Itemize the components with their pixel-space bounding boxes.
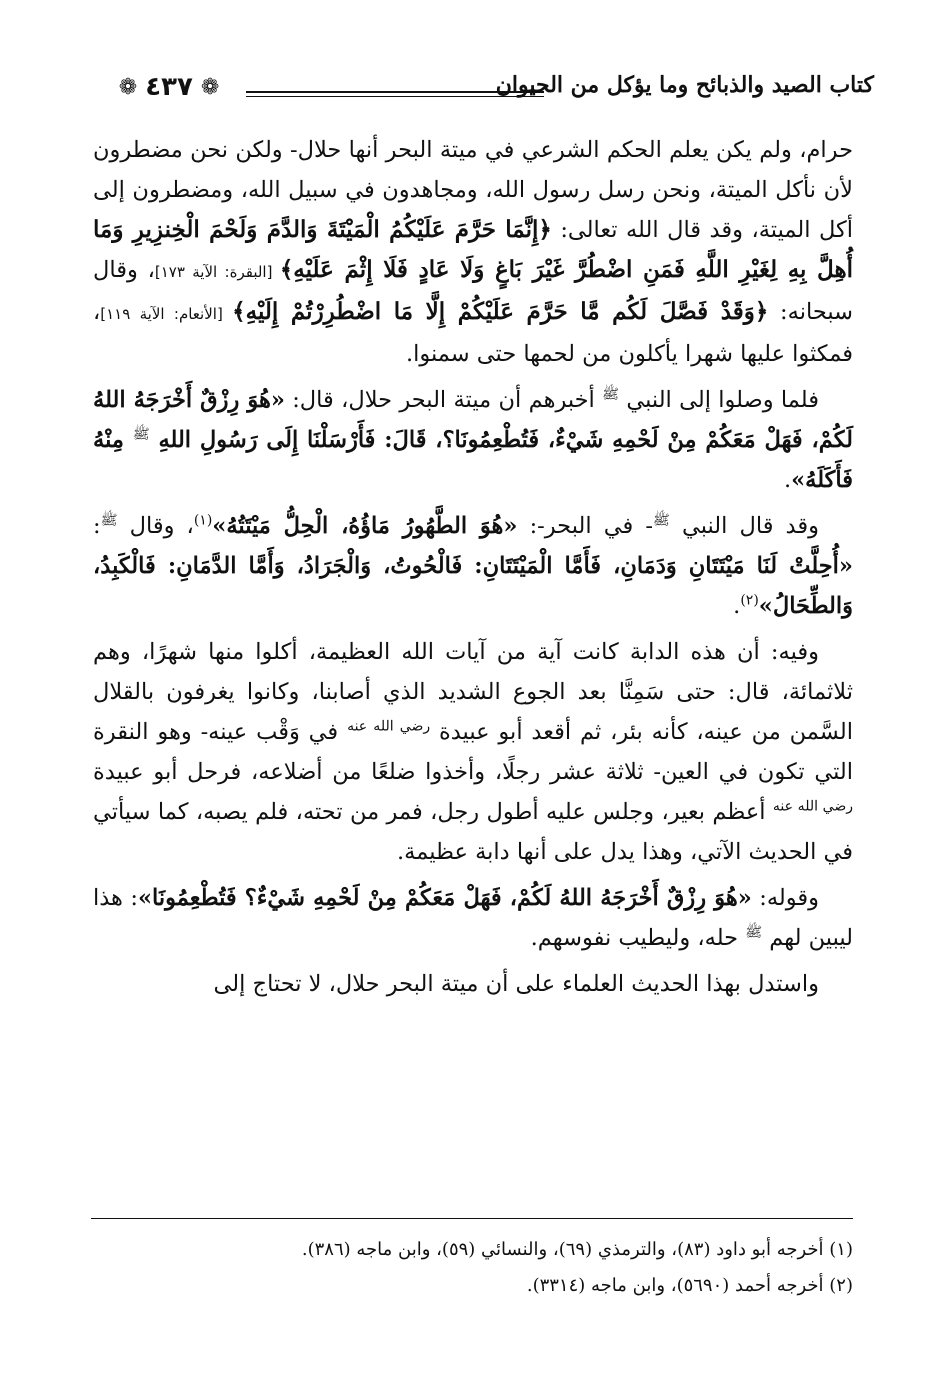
page-number: ٤٣٧ bbox=[145, 72, 193, 102]
text: . bbox=[733, 593, 741, 619]
text: وفيه: أن هذه الدابة كانت آية من آيات الله العظيمة، أكلوا منها شهرًا، وهم ثلاثمائة، قال: حتى سَمِنَّا بعد الجوع الشديد الذي أصابنا، وكانوا يغرفون بالقلال السَّمن من عينه، كأنه بئر، ثم أقعد أبو عبيدة bbox=[93, 639, 853, 745]
running-title: كتاب الصيد والذبائح وما يؤكل من الحيوان bbox=[495, 72, 874, 98]
text: ، فمكثوا عليها شهرا يأكلون من لحمها حتى سمنوا. bbox=[93, 299, 853, 367]
paragraph bbox=[93, 964, 853, 1004]
page-number-badge bbox=[100, 62, 238, 112]
text: أخبرهم أن ميتة البحر حلال، قال: bbox=[284, 387, 603, 413]
footnote-marker[interactable]: (٢) bbox=[740, 592, 759, 609]
salutation-glyph: ﷺ bbox=[132, 426, 150, 443]
footnote-rule bbox=[91, 1218, 853, 1219]
quran-verse: ﴿إِنَّمَا حَرَّمَ عَلَيْكُمُ الْمَيْتَةَ وَالدَّمَ وَلَحْمَ الْخِنزِيرِ وَمَا أُهِلَّ بِهِ لِغَيْرِ اللَّهِ فَمَنِ اضْطُرَّ غَيْرَ بَاغٍ وَلَا عَادٍ فَلَا إِثْمَ عَلَيْهِ﴾ bbox=[93, 216, 853, 283]
text: فلما وصلوا إلى النبي bbox=[619, 387, 819, 413]
paragraph bbox=[93, 632, 853, 872]
salutation-glyph: ﷺ bbox=[602, 386, 620, 403]
salutation-glyph: رضي الله عنه bbox=[347, 718, 431, 735]
paragraph bbox=[93, 130, 853, 374]
salutation-glyph: ﷺ bbox=[745, 924, 763, 941]
text: حرام، ولم يكن يعلم الحكم الشرعي في ميتة البحر أنها حلال- ولكن نحن مضطرون لأن نأكل الميتة، ونحن رسل رسول الله، ومجاهدون في سبيل الله، ومضطرون إلى أكل الميتة، وقد قال الله تعالى: bbox=[93, 137, 853, 243]
paragraph bbox=[93, 878, 853, 958]
text: - في البحر-: bbox=[517, 513, 653, 539]
text: حله، وليطيب نفوسهم. bbox=[530, 925, 746, 951]
paragraph bbox=[93, 506, 853, 626]
ornament-icon: ❁ bbox=[200, 74, 220, 100]
text: : هذا ليبين لهم bbox=[93, 885, 853, 951]
hadith-text: «أُحِلَّتْ لَنَا مَيْتَتَانِ وَدَمَانِ، فَأَمَّا الْمَيْتَتَانِ: فَالْحُوتُ، وَالْجَرَادُ، وَأَمَّا الدَّمَانِ: فَالْكَبِدُ، وَالطِّحَالُ» bbox=[93, 553, 853, 619]
page-header bbox=[96, 58, 874, 118]
text: وقد قال النبي bbox=[669, 513, 819, 539]
hadith-text: «هُوَ رِزْقٌ أَخْرَجَهُ اللهُ لَكُمْ، فَهَلْ مَعَكُمْ مِنْ لَحْمِهِ شَيْءٌ؟ فَتُطْعِمُونَا» bbox=[137, 885, 752, 911]
hadith-text: «هُوَ رِزْقٌ أَخْرَجَهُ اللهُ لَكُمْ، فَهَلْ مَعَكُمْ مِنْ لَحْمِهِ شَيْءٌ، فَتُطْعِمُونَا؟، قَالَ: فَأَرْسَلْنَا إِلَى رَسُولِ اللهِ bbox=[93, 387, 853, 453]
verse-reference: [الأنعام: الآية ١١٩] bbox=[100, 305, 233, 323]
salutation-glyph: ﷺ bbox=[100, 512, 118, 529]
footnote-marker[interactable]: (١) bbox=[193, 512, 213, 529]
footnote: (١) أخرجه أبو داود (٨٣)، والترمذي (٦٩)، والنسائي (٥٩)، وابن ماجه (٣٨٦). bbox=[301, 1239, 853, 1260]
text: : bbox=[93, 513, 101, 539]
text: ، وقال سبحانه: bbox=[93, 257, 853, 325]
main-text bbox=[93, 130, 853, 1010]
hadith-text: مِنْهُ فَأَكَلَهُ» bbox=[93, 427, 853, 493]
text: في وَقْب عينه- وهو النقرة التي تكون في العين- ثلاثة عشر رجلًا، وأخذوا ضلعًا من أضلاعه، فرحل أبو عبيدة bbox=[93, 719, 853, 785]
text: وقوله: bbox=[751, 885, 819, 911]
text: واستدل بهذا الحديث العلماء على أن ميتة البحر حلال، لا تحتاج إلى bbox=[213, 971, 819, 997]
hadith-text: «هُوَ الطَّهُورُ مَاؤُهُ، الْحِلُّ مَيْتَتُهُ» bbox=[212, 513, 518, 539]
footnote: (٢) أخرجه أحمد (٥٦٩٠)، وابن ماجه (٣٣١٤). bbox=[526, 1275, 853, 1296]
ornament-icon: ❁ bbox=[118, 74, 138, 100]
salutation-glyph: ﷺ bbox=[652, 512, 670, 529]
text: ، وقال bbox=[117, 513, 194, 539]
salutation-glyph: رضي الله عنه bbox=[772, 798, 853, 815]
header-rule bbox=[246, 91, 544, 97]
verse-reference: [البقرة: الآية ١٧٣] bbox=[154, 263, 280, 281]
paragraph bbox=[93, 380, 853, 500]
text: . bbox=[783, 467, 792, 493]
quran-verse: ﴿وَقَدْ فَصَّلَ لَكُم مَّا حَرَّمَ عَلَيْكُمْ إِلَّا مَا اضْطُرِرْتُمْ إِلَيْهِ﴾ bbox=[232, 298, 769, 325]
text: أعظم بعير، وجلس عليه أطول رجل، فمر من تحته، فلم يصبه، كما سيأتي في الحديث الآتي، وهذا يدل على أنها دابة عظيمة. bbox=[93, 799, 853, 865]
footnotes bbox=[91, 1232, 853, 1304]
